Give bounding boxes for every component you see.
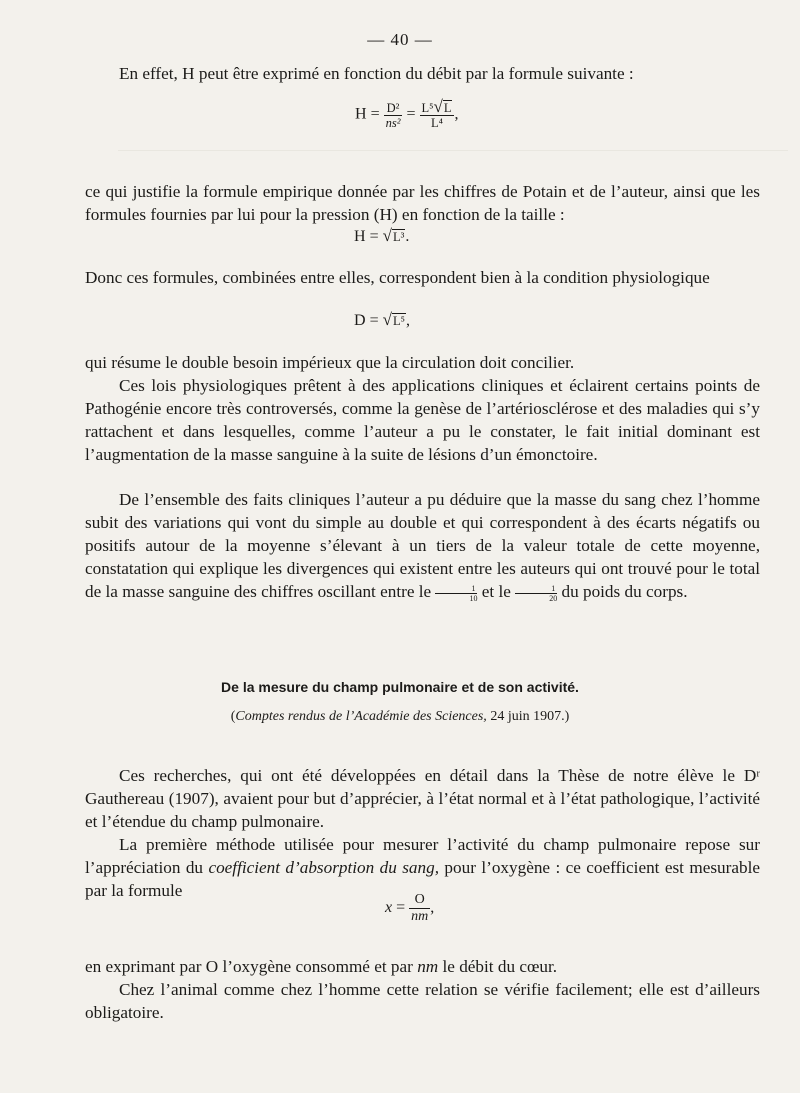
eq1-lhs: H: [355, 105, 367, 123]
page-number: — 40 —: [367, 30, 433, 49]
eq2-radicand: L³: [392, 230, 405, 244]
paragraph-1: En effet, H peut être exprimé en fonction du débit par la formule suivante :: [119, 64, 634, 83]
eq3-lhs: D: [354, 312, 366, 329]
frac2-den: 20: [549, 593, 558, 603]
eq1-fraction-2: [420, 97, 455, 130]
equation-3: D = √L⁵,: [354, 310, 410, 329]
paragraph-4: qui résume le double besoin impérieux que la circulation doit concilier.: [85, 353, 575, 372]
frac1-den: 10: [469, 593, 478, 603]
paragraph-7: Ces recherches, qui ont été développées en détail dans la Thèse de notre élève le Dʳ Gauthereau (1907), avaient pour but d’apprécier, à l’état normal et à l’état pathologique, l’activité et l’étendue du champ pulmonaire.: [85, 766, 760, 831]
sqrt-symbol: √L⁵: [382, 310, 405, 329]
equation-2: H = √L³.: [354, 226, 410, 245]
eq4-lhs: x: [385, 899, 393, 917]
section-title: De la mesure du champ pulmonaire et de son activité.: [221, 679, 579, 695]
eq4-denominator: nm: [411, 909, 429, 924]
p8-italic: coefficient d’absorption du sang,: [208, 858, 439, 877]
paragraph-2: ce qui justifie la formule empirique donnée par les chiffres de Potain et de l’auteur, ainsi que les formules fournies par lui pour la pression (H) en fonction de la taille :: [85, 182, 760, 224]
source-date: 24 juin 1907.): [490, 709, 570, 724]
eq3-radicand: L⁵: [392, 314, 405, 328]
source-open: (: [230, 709, 236, 724]
fraction-one-twentieth: [515, 584, 557, 603]
sqrt-symbol: √L³: [382, 226, 405, 245]
equation-1: H = $\frac{\text{D²}}{\text{ns²}}$ = $\frac{\text{L⁵√L}}{\text{L⁴}}$ ,: [355, 97, 459, 130]
p6-mid: et le: [481, 582, 511, 601]
eq1-punct: ,: [454, 105, 459, 123]
section-source: [0, 709, 800, 725]
eq1-f1-denominator: ns²: [385, 115, 401, 130]
p8-post: pour l’oxygène : ce coefficient est mesurable par la formule: [85, 858, 760, 900]
eq1-f1-numerator: D²: [384, 101, 403, 116]
p8-pre: La première méthode utilisée pour mesurer l’activité du champ pulmonaire repose sur l’appréciation du: [85, 835, 760, 877]
paragraph-10: Chez l’animal comme chez l’homme cette relation se vérifie facilement; elle est d’ailleurs obligatoire.: [85, 980, 760, 1022]
p9-italic: nm: [417, 957, 439, 976]
paragraph-5: Ces lois physiologiques prêtent à des applications cliniques et éclairent certains points de Pathogénie encore très controversés, comme la genèse de l’artériosclérose et des maladies qui s’y rattachent et dans lesquelles, comme l’auteur a pu le constater, le fait initial dominant est l’augmentation de la masse sanguine à la suite de lésions d’un émonctoire.: [85, 376, 760, 464]
paragraph-6: [85, 488, 760, 603]
source-journal: Comptes rendus de l’Académie des Sciences,: [235, 709, 487, 724]
p9-pre: en exprimant par O l’oxygène consommé et par: [85, 957, 413, 976]
eq1-f2-numerator: [420, 97, 455, 116]
equation-4: x = $\frac{O}{nm}$ ,: [385, 892, 435, 924]
eq1-f2-radicand: L: [443, 101, 452, 115]
eq2-lhs: H: [354, 228, 366, 245]
eq4-numerator: O: [409, 892, 430, 909]
p9-post: le débit du cœur.: [442, 957, 558, 976]
eq1-fraction-1: [384, 101, 403, 130]
eq4-fraction: [409, 892, 430, 925]
paragraph-9: [85, 955, 760, 978]
p6-end: du poids du corps.: [561, 582, 688, 601]
paragraph-3: Donc ces formules, combinées entre elles, correspondent bien à la condition physiologique: [85, 268, 710, 287]
eq3-punct: ,: [405, 312, 410, 329]
fraction-one-tenth: [435, 584, 477, 603]
frac2-num: 1: [515, 584, 557, 594]
eq2-punct: .: [405, 228, 410, 245]
eq4-punct: ,: [430, 899, 435, 917]
p6-text: De l’ensemble des faits cliniques l’auteur a pu déduire que la masse du sang chez l’homme subit des variations qui vont du simple au double et qui correspondent à des écarts négatifs ou positifs autour de la moyenne s’élevant à un tiers de la valeur totale de cette moyenne, constatation qui explique les divergences qui existent entre les auteurs qui ont trouvé pour le total de la masse sanguine des chiffres oscillant entre le: [85, 490, 760, 601]
eq1-f2-denominator: L⁴: [430, 116, 443, 130]
eq1-f2-num-pre: L⁵: [421, 101, 434, 115]
frac1-num: 1: [435, 584, 477, 594]
sqrt-symbol: √L: [433, 97, 452, 116]
